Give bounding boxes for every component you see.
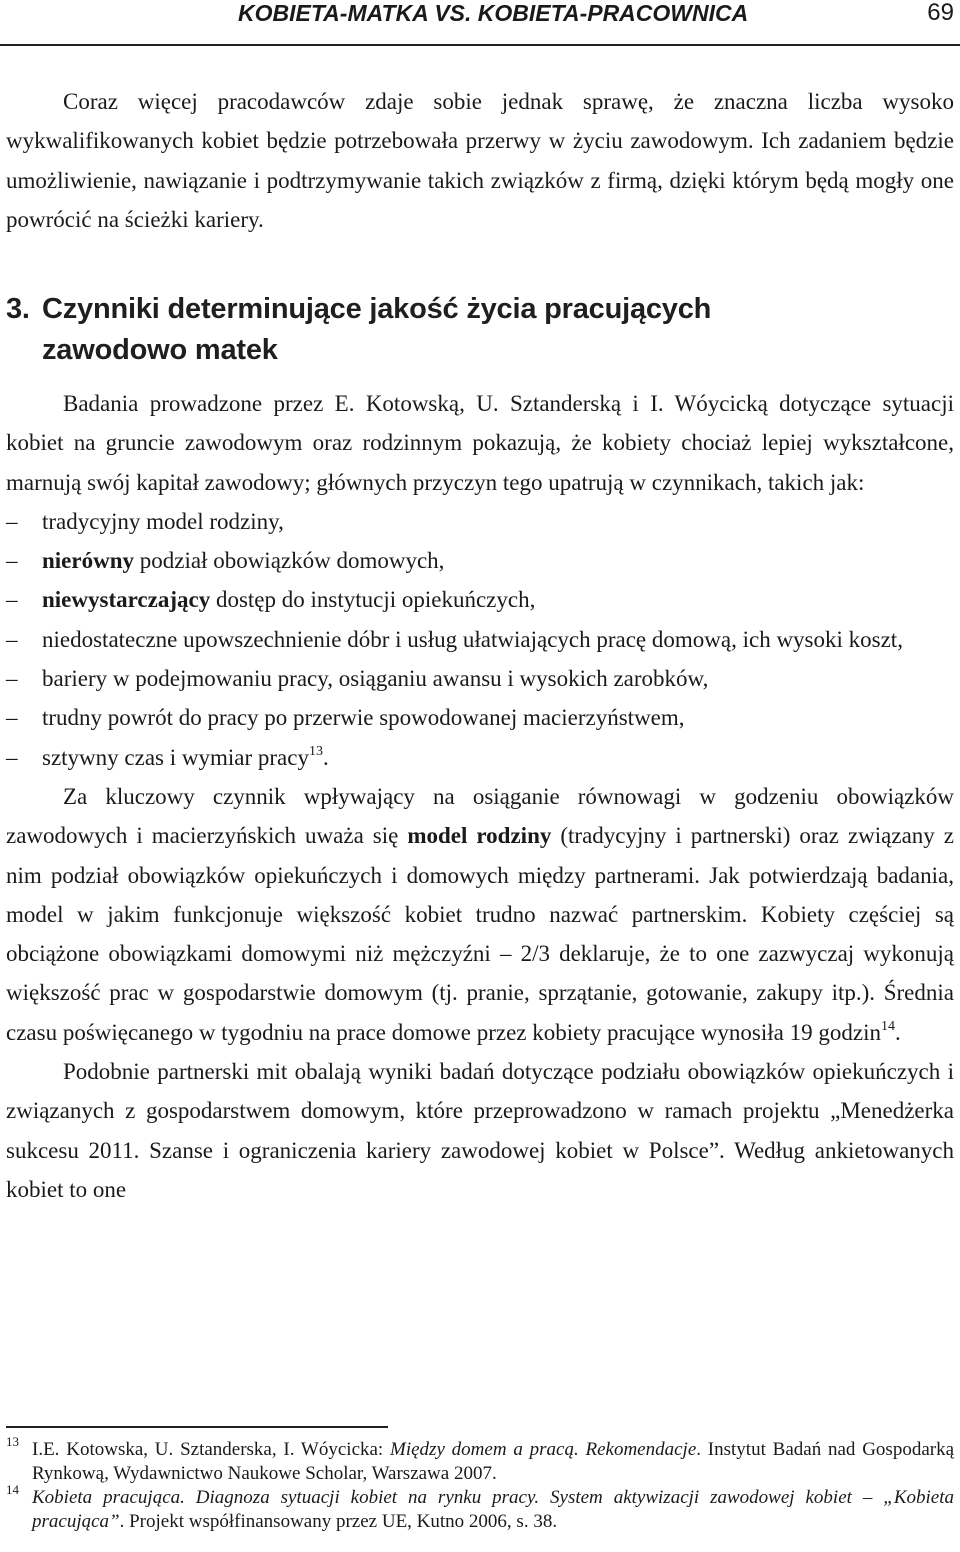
factors-list xyxy=(6,502,954,777)
page-header xyxy=(0,0,960,46)
list-item: – tradycyjny model rodziny, xyxy=(6,508,284,534)
list-item: – bariery w podejmowaniu pracy, osiąganiu awansu i wysokich zarobków, xyxy=(6,666,709,692)
footnote-ref-14[interactable]: 14 xyxy=(880,1018,895,1034)
footnotes xyxy=(6,1434,955,1534)
list-item: – nierówny podział obowiązków domowych, xyxy=(6,548,445,574)
running-title: KOBIETA-MATKA VS. KOBIETA-PRACOWNICA xyxy=(238,0,749,26)
footnote-14: 14 Kobieta pracująca. Diagnoza sytuacji kobiet na rynku pracy. System aktywizacji zawodowej kobiet – „Kobieta pracująca”. Projekt współfinansowany przez UE, Kutno 2006, s. 38. xyxy=(6,1482,954,1532)
list-item: – trudny powrót do pracy po przerwie spowodowanej macierzyństwem, xyxy=(6,705,685,731)
main-text-block xyxy=(6,384,954,1209)
intro-paragraph: Coraz więcej pracodawców zdaje sobie jednak sprawę, że znaczna liczba wysoko wykwalifikowanych kobiet będzie potrzebowała przerwy w życiu zawodowym. Ich zadaniem będzie umożliwienie, nawiązanie i podtrzymywanie takich związków z firmą, dzięki którym będą mogły one powrócić na ścieżki kariery. xyxy=(6,89,954,232)
footnote-13: 13 I.E. Kotowska, U. Sztanderska, I. Wóycicka: Między domem a pracą. Rekomendacje. Instytut Badań nad Gospodarką Rynkową, Wydawnictwo Naukowe Scholar, Warszawa 2007. xyxy=(6,1434,955,1484)
list-item: – sztywny czas i wymiar pracy$^{13}$. xyxy=(6,743,329,770)
intro-paragraph-block xyxy=(6,82,954,239)
section-number: 3. xyxy=(6,293,30,325)
footnote-divider xyxy=(6,1426,388,1428)
research-paragraph: Badania prowadzone przez E. Kotowską, U. Sztanderską i I. Wóycicką dotyczące sytuacji kobiet na gruncie zawodowym oraz rodzinnym pokazują, że kobiety chociaż lepiej wykształcone, marnują swój kapitał zawodowy; głównych przyczyn tego upatrują w czynnikach, takich jak: xyxy=(6,391,954,495)
section-title-line1: Czynniki determinujące jakość życia pracujących xyxy=(42,293,712,325)
section-title-line2: zawodowo matek xyxy=(42,334,278,366)
page-number: 69 xyxy=(927,0,954,26)
footnote-ref-13[interactable]: 13 xyxy=(308,743,323,759)
key-factor-paragraph: Za kluczowy czynnik wpływający na osiąganie równowagi w godzeniu obowiązków zawodowych i macierzyńskich uważa się model rodziny (tradycyjny i partnerski) oraz związany z nim podział obowiązków opiekuńczych i domowych między partnerami. Jak potwierdzają badania, model w jakim funkcjonuje większość kobiet trudno nazwać partnerskim. Kobiety częściej są obciążone obowiązkami domowymi niż mężczyźni – 2/3 deklaruje, że to one zazwyczaj wykonują większość prac w gospodarstwie domowym (tj. pranie, sprzątanie, gotowanie, zakupy itp.). Średnia czasu poświęcanego w tygodniu na prace domowe przez kobiety pracujące wynosiła 19 godzin$^{14}$. xyxy=(6,783,955,1045)
last-paragraph: Podobnie partnerski mit obalają wyniki badań dotyczące podziału obowiązków opiekuńczych i związanych z gospodarstwem domowym, które przeprowadzono w ramach projektu „Menedżerka sukcesu 2011. Szanse i ograniczenia kariery zawodowej kobiet w Polsce”. Według ankietowanych kobiet to one xyxy=(6,1059,954,1202)
list-item: – niedostateczne upowszechnienie dóbr i usług ułatwiających pracę domową, ich wysoki koszt, xyxy=(6,626,903,652)
section-heading xyxy=(6,289,954,371)
list-item: – niewystarczający dostęp do instytucji opiekuńczych, xyxy=(6,587,536,613)
